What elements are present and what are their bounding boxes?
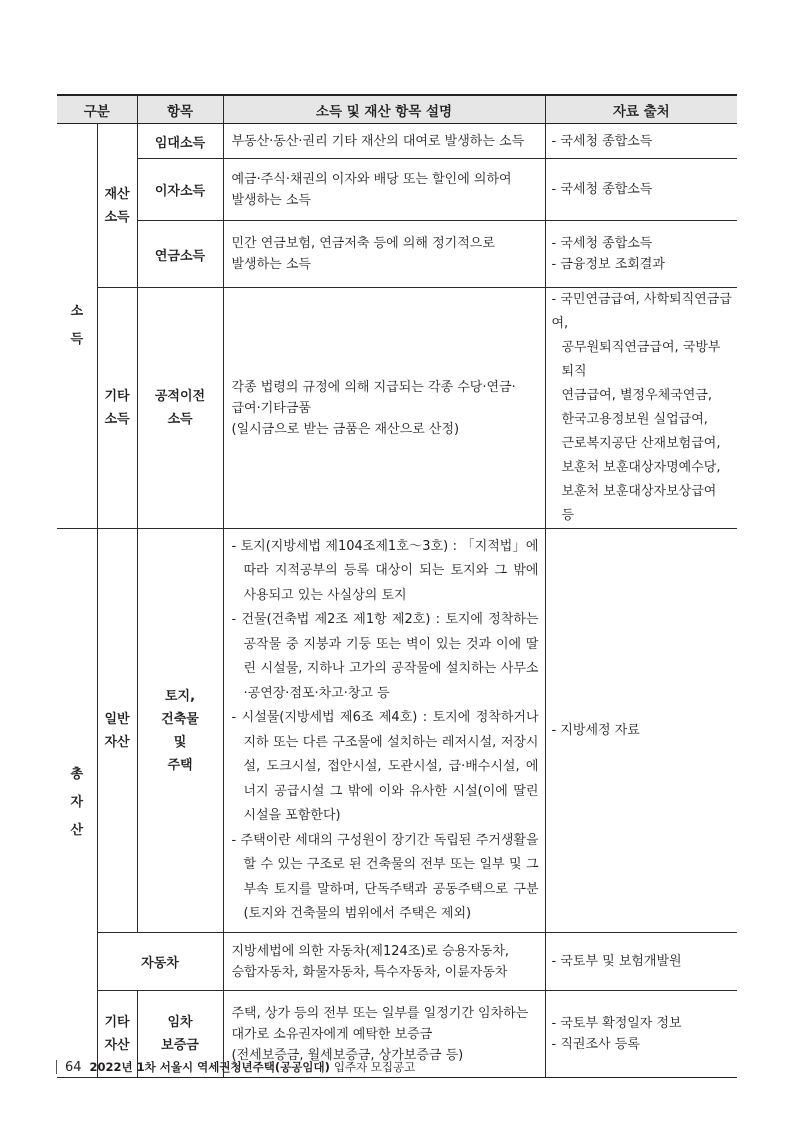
- page-number: 64: [65, 1059, 82, 1075]
- subgroup-label-line: 재산: [104, 186, 130, 202]
- item-interest-income: 이자소득: [137, 159, 223, 221]
- desc-line: (일시금으로 받는 금품은 재산으로 산정): [231, 421, 460, 437]
- source-line: 근로복지공단 산재보험급여,: [561, 436, 721, 451]
- source-line: - 직권조사 등록: [551, 1037, 640, 1052]
- source-line: - 지방세정 자료: [551, 723, 640, 738]
- source-pension-income: [545, 221, 737, 288]
- group-income-char: 득: [70, 332, 84, 347]
- table-row-interest-income: [57, 159, 737, 221]
- desc-bullet: - 주택이란 세대의 구성원이 장기간 독립된 주거생활을 할 수 있는 구조로 된 건축물의 전부 또는 일부 및 그 부속 토지를 말하며, 단독주택과 공동주택으로 구분(토지와 건축물의 범위에서 주택은 제외): [231, 832, 539, 921]
- desc-line: 예금·주식·채권의 이자와 배당 또는 할인에 의하여: [231, 171, 512, 187]
- footer-document-suffix: 입주자 모집공고: [333, 1060, 416, 1074]
- desc-bullet: - 토지(지방세법 제104조제1호～3호) : 「지적법」에 따라 지적공부의 등록 대상이 되는 토지와 그 밖에 사용되고 있는 사실상의 토지: [231, 538, 539, 603]
- source-line: - 국민연금급여, 사학퇴직연금급여,: [551, 292, 732, 331]
- source-line: - 국토부 및 보험개발원: [551, 954, 682, 969]
- desc-public-transfer-income: [223, 288, 545, 529]
- desc-line: 대가로 소유권자에게 예탁한 보증금: [231, 1026, 433, 1042]
- subgroup-label-line: 기타: [104, 389, 130, 404]
- subgroup-other-income: [97, 288, 137, 529]
- subgroup-label-line: 자산: [104, 1038, 130, 1053]
- subgroup-label-line: 자산: [104, 734, 130, 750]
- subgroup-property-income: [97, 124, 137, 288]
- item-public-transfer-income: [137, 288, 223, 529]
- desc-line: 발생하는 소득: [231, 192, 311, 208]
- item-pension-income: 연금소득: [137, 221, 223, 288]
- desc-line: 급여·기타금품: [231, 400, 311, 416]
- table-header-row: [57, 95, 737, 124]
- group-income: [57, 124, 97, 529]
- header-item: 항목: [137, 95, 223, 124]
- item-vehicle: 자동차: [97, 933, 223, 991]
- source-line: 연금급여, 별정우체국연금,: [561, 388, 713, 403]
- source-general-assets: [545, 529, 737, 933]
- source-line: 보훈처 보훈대상자명예수당,: [561, 460, 721, 475]
- subgroup-label-line: 기타: [104, 1015, 130, 1030]
- item-label-line: 건축물: [161, 711, 199, 727]
- item-label-line: 공적이전: [154, 389, 206, 404]
- source-line: - 국세청 종합소득: [551, 133, 653, 149]
- source-vehicle: [545, 933, 737, 991]
- source-line: 보훈처 보훈대상자보상급여 등: [561, 484, 717, 523]
- item-label-line: 주택: [167, 757, 193, 773]
- source-line: - 국세청 종합소득: [551, 182, 653, 197]
- income-asset-table: [57, 94, 737, 1078]
- source-line: - 금융정보 조회결과: [551, 257, 665, 272]
- source-public-transfer-income: [545, 288, 737, 529]
- subgroup-label-line: 소득: [104, 209, 130, 225]
- group-total-assets: [57, 529, 97, 1078]
- desc-vehicle: [223, 933, 545, 991]
- item-label-line: 임차: [167, 1015, 193, 1030]
- desc-rental-income: [223, 124, 545, 159]
- desc-line: 민간 연금보험, 연금저축 등에 의해 정기적으로: [231, 236, 495, 251]
- source-lease-deposit: [545, 991, 737, 1078]
- item-land-buildings-housing: [137, 529, 223, 933]
- desc-line: 주택, 상가 등의 전부 또는 일부를 일정기간 임차하는: [231, 1005, 529, 1021]
- group-income-char: 소: [70, 304, 84, 319]
- source-line: 한국고용정보원 실업급여,: [561, 412, 708, 427]
- source-rental-income: [545, 124, 737, 159]
- source-line: 공무원퇴직연금급여, 국방부퇴직: [561, 340, 721, 379]
- header-description: 소득 및 재산 항목 설명: [223, 95, 545, 124]
- desc-line: 부동산·동산·권리 기타 재산의 대여로 발생하는 소득: [231, 133, 525, 149]
- subgroup-label-line: 일반: [104, 711, 130, 727]
- header-source: 자료 출처: [545, 95, 737, 124]
- group-assets-char: 총: [70, 767, 84, 782]
- desc-line: 지방세법에 의한 자동차(제124조)로 승용자동차,: [231, 943, 510, 959]
- footer-divider: [56, 1060, 57, 1074]
- source-line: - 국세청 종합소득: [551, 236, 653, 251]
- source-line: - 국토부 확정일자 정보: [551, 1016, 682, 1031]
- desc-line: 발생하는 소득: [231, 257, 311, 272]
- desc-line: (전세보증금, 월세보증금, 상가보증금 등): [231, 1047, 464, 1063]
- subgroup-general-assets: [97, 529, 137, 933]
- table-row-public-transfer-income: [57, 288, 737, 529]
- desc-general-assets: [223, 529, 545, 933]
- source-interest-income: [545, 159, 737, 221]
- table-row-vehicle: [57, 933, 737, 991]
- header-category: 구분: [57, 95, 137, 124]
- table-row-general-assets: [57, 529, 737, 933]
- desc-pension-income: [223, 221, 545, 288]
- desc-line: 승합자동차, 화물자동차, 특수자동차, 이륜자동차: [231, 964, 508, 980]
- group-assets-char: 산: [70, 823, 84, 838]
- page-footer: [56, 1059, 415, 1075]
- table-row-rental-income: [57, 124, 737, 159]
- desc-interest-income: [223, 159, 545, 221]
- footer-document-title: 2022년 1차 서울시 역세권청년주택(공공임대): [89, 1060, 330, 1074]
- group-assets-char: 자: [70, 795, 84, 810]
- item-label-line: 소득: [167, 412, 193, 427]
- subgroup-label-line: 소득: [104, 412, 130, 427]
- item-label-line: 보증금: [161, 1038, 199, 1053]
- item-label-line: 및: [173, 734, 187, 750]
- desc-line: 각종 법령의 규정에 의해 지급되는 각종 수당·연금·: [231, 379, 516, 395]
- item-label-line: 토지,: [164, 688, 196, 704]
- desc-bullet: - 시설물(지방세법 제6조 제4호) : 토지에 정착하거나 지하 또는 다른 구조물에 설치하는 레저시설, 저장시설, 도크시설, 접안시설, 도관시설, 급·배수시설, 에너지 공급시설 그 밖에 이와 유사한 시설(이에 딸린 시설을 포함한다): [231, 710, 539, 823]
- item-rental-income: 임대소득: [137, 124, 223, 159]
- table-row-pension-income: [57, 221, 737, 288]
- desc-bullet: - 건물(건축법 제2조 제1항 제2호) : 토지에 정착하는 공작물 중 지붕과 기둥 또는 벽이 있는 것과 이에 딸린 시설물, 지하나 고가의 공작물에 설치하는 사무소·공연장·점포·차고·창고 등: [231, 612, 539, 701]
